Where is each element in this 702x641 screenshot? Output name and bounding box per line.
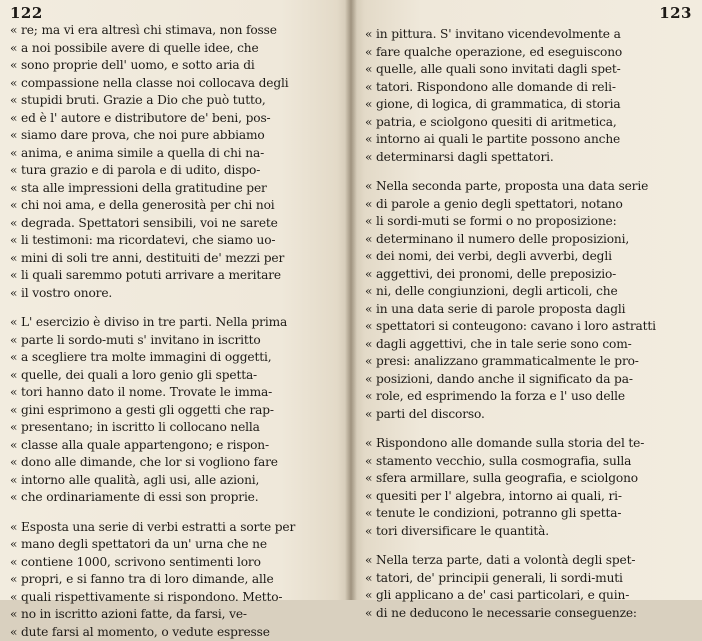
text-line: « stamento vecchio, sulla cosmografia, sulla — [365, 453, 694, 471]
text-line: « Nella seconda parte, proposta una data serie — [365, 178, 694, 196]
paragraph — [10, 314, 339, 507]
text-line: « li sordi-muti se formi o no proposizione: — [365, 213, 694, 231]
text-line: « mano degli spettatori da un' urna che ne — [10, 536, 339, 554]
text-line: « compassione nella classe noi collocava degli — [10, 75, 339, 93]
text-line: « li quali saremmo potuti arrivare a meritare — [10, 267, 339, 285]
text-line: « parte li sordo-muti s' invitano in iscritto — [10, 332, 339, 350]
text-line: « ed è l' autore e distributore de' beni, pos- — [10, 110, 339, 128]
text-line: « presentano; in iscritto li collocano nella — [10, 419, 339, 437]
text-line: « il vostro onore. — [10, 285, 339, 303]
paragraph — [10, 22, 339, 302]
text-line: « dei nomi, dei verbi, degli avverbi, degli — [365, 248, 694, 266]
text-line: « quali rispettivamente si rispondono. Metto- — [10, 589, 339, 607]
text-line: « chi noi ama, e della generosità per chi noi — [10, 197, 339, 215]
text-line: « parti del discorso. — [365, 406, 694, 424]
text-line: « a noi possibile avere di quelle idee, che — [10, 40, 339, 58]
text-line: « dagli aggettivi, che in tale serie sono com- — [365, 336, 694, 354]
text-line: « tatori. Rispondono alle domande di reli- — [365, 79, 694, 97]
text-line: « sfera armillare, sulla geografia, e sciolgono — [365, 470, 694, 488]
paragraph — [365, 552, 694, 622]
text-line: « propri, e si fanno tra di loro dimande, alle — [10, 571, 339, 589]
text-line: « di ne deducono le necessarie conseguenze: — [365, 605, 694, 623]
left-page — [0, 0, 351, 600]
text-line: « in pittura. S' invitano vicendevolmente a — [365, 26, 694, 44]
text-line: « tura grazio e di parola e di udito, dispo- — [10, 162, 339, 180]
text-line: « li testimoni: ma ricordatevi, che siamo uo- — [10, 232, 339, 250]
text-line: « contiene 1000, scrivono sentimenti loro — [10, 554, 339, 572]
text-line: « ni, delle congiunzioni, degli articoli, che — [365, 283, 694, 301]
text-line: « tenute le condizioni, potranno gli spetta- — [365, 505, 694, 523]
book-gutter — [345, 0, 357, 600]
text-line: « patria, e sciolgono quesiti di aritmetica, — [365, 114, 694, 132]
text-line: « siamo dare prova, che noi pure abbiamo — [10, 127, 339, 145]
text-line: « mini di soli tre anni, destituiti de' mezzi per — [10, 250, 339, 268]
paragraph — [10, 519, 339, 641]
text-line: « stupidi bruti. Grazie a Dio che può tutto, — [10, 92, 339, 110]
text-line: « che ordinariamente di essi son proprie. — [10, 489, 339, 507]
text-line: « intorno alle qualità, agli usi, alle azioni, — [10, 472, 339, 490]
paragraph — [365, 26, 694, 166]
text-line: « presi: analizzano grammaticalmente le pro- — [365, 353, 694, 371]
text-line: « tori hanno dato il nome. Trovate le imma- — [10, 384, 339, 402]
text-line: « posizioni, dando anche il significato da pa- — [365, 371, 694, 389]
text-line: « gli applicano a de' casi particolari, e quin- — [365, 587, 694, 605]
text-line: « intorno ai quali le partite possono anche — [365, 131, 694, 149]
paragraph — [365, 435, 694, 540]
text-line: « in una data serie di parole proposta dagli — [365, 301, 694, 319]
text-line: « Nella terza parte, dati a volontà degli spet- — [365, 552, 694, 570]
text-line: « fare qualche operazione, ed eseguiscono — [365, 44, 694, 62]
text-line: « degrada. Spettatori sensibili, voi ne sarete — [10, 215, 339, 233]
text-line: « quelle, alle quali sono invitati dagli spet- — [365, 61, 694, 79]
text-line: « Rispondono alle domande sulla storia del te- — [365, 435, 694, 453]
right-page-body — [365, 26, 694, 622]
left-page-body — [10, 22, 339, 641]
page-number-left: 122 — [10, 4, 339, 22]
text-line: « gione, di logica, di grammatica, di storia — [365, 96, 694, 114]
text-line: « gini esprimono a gesti gli oggetti che rap- — [10, 402, 339, 420]
text-line: « dono alle dimande, che lor si vogliono fare — [10, 454, 339, 472]
text-line: « determinano il numero delle proposizioni, — [365, 231, 694, 249]
text-line: « determinarsi dagli spettatori. — [365, 149, 694, 167]
text-line: « tori diversificare le quantità. — [365, 523, 694, 541]
text-line: « no in iscritto azioni fatte, da farsi, ve- — [10, 606, 339, 624]
text-line: « quelle, dei quali a loro genio gli spetta- — [10, 367, 339, 385]
paragraph — [365, 178, 694, 423]
text-line: « di parole a genio degli spettatori, notano — [365, 196, 694, 214]
text-line: « dute farsi al momento, o vedute espresse — [10, 624, 339, 641]
text-line: « L' esercizio è diviso in tre parti. Nella prima — [10, 314, 339, 332]
text-line: « tatori, de' principii generali, li sordi-muti — [365, 570, 694, 588]
text-line: « a scegliere tra molte immagini di oggetti, — [10, 349, 339, 367]
text-line: « spettatori si conteugono: cavano i loro astratti — [365, 318, 694, 336]
text-line: « aggettivi, dei pronomi, delle preposizio- — [365, 266, 694, 284]
text-line: « role, ed esprimendo la forza e l' uso delle — [365, 388, 694, 406]
text-line: « classe alla quale appartengono; e rispon- — [10, 437, 339, 455]
text-line: « sta alle impressioni della gratitudine per — [10, 180, 339, 198]
right-page — [351, 0, 702, 600]
text-line: « Esposta una serie di verbi estratti a sorte per — [10, 519, 339, 537]
text-line: « re; ma vi era altresì chi stimava, non fosse — [10, 22, 339, 40]
text-line: « anima, e anima simile a quella di chi na- — [10, 145, 339, 163]
text-line: « sono proprie dell' uomo, e sotto aria di — [10, 57, 339, 75]
text-line: « quesiti per l' algebra, intorno ai quali, ri- — [365, 488, 694, 506]
page-number-right: 123 — [365, 4, 694, 22]
